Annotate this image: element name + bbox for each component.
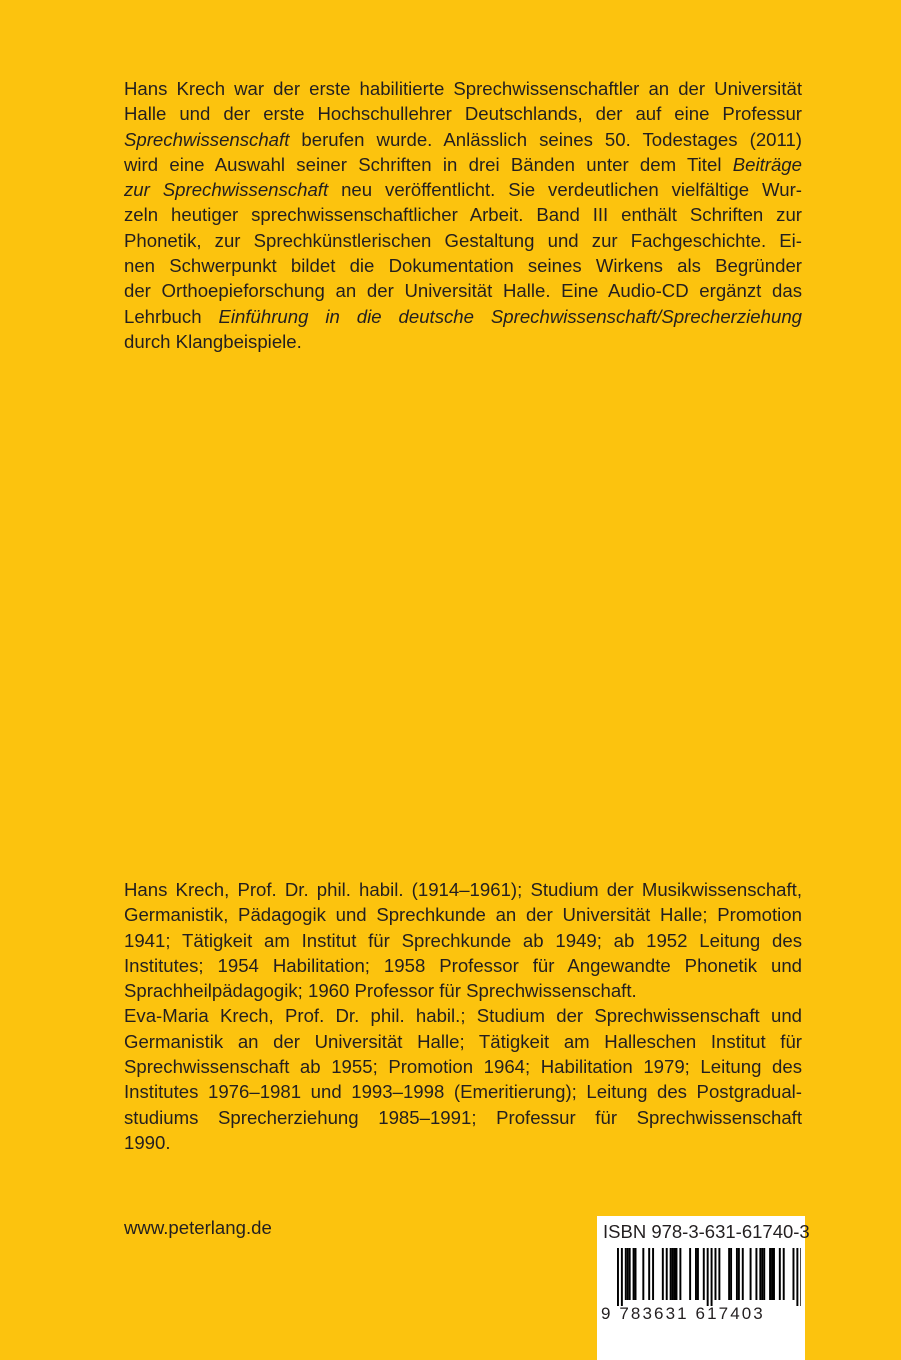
barcode-bar [769,1248,771,1300]
barcode-bar [800,1248,801,1306]
barcode-bar [715,1248,717,1300]
bio-line: Hans Krech, Prof. Dr. phil. habil. (1914–1961); Studium der Musikwissenschaft, [124,879,802,900]
bio-line: 1941; Tätigkeit am Institut für Sprechkunde ab 1949; ab 1952 Leitung des [124,929,802,951]
barcode-bars [601,1248,801,1306]
blurb-line [124,228,802,253]
blurb-italic-title: zur Sprechwissenschaft [124,179,329,201]
barcode-bar [633,1248,635,1300]
blurb-text: Phonetik, zur Sprechkünstlerischen Gestaltung und zur Fachgeschichte. Ei- [124,229,802,251]
barcode-bar [779,1248,781,1300]
barcode-bar [718,1248,720,1300]
barcode-bar [679,1248,681,1300]
barcode-bar [652,1248,654,1300]
barcode-bar [670,1248,672,1300]
blurb-line [124,76,802,101]
barcode-bar [783,1248,785,1300]
blurb-text: durch Klangbeispiele. [124,330,302,352]
barcode-bar [672,1248,674,1300]
blurb-line [124,278,802,303]
barcode-bar [707,1248,709,1306]
blurb-line [124,202,802,227]
blurb-text: Hans Krech war der erste habilitierte Sprechwissenschaftler an der Universität [124,78,802,99]
bio-line: Germanistik, Pädagogik und Sprechkunde an der Universität Halle; Promotion [124,904,802,926]
bio-line: Sprechwissenschaft ab 1955; Promotion 1964; Habilitation 1979; Leitung des [124,1056,802,1078]
barcode-bar [674,1248,676,1300]
blurb-line [124,304,802,329]
blurb-line [124,329,802,354]
bio-line: Eva-Maria Krech, Prof. Dr. phil. habil.; Studium der Sprechwissenschaft und [124,1005,802,1027]
barcode-bar [695,1248,697,1300]
barcode-bar [689,1248,691,1300]
blurb-text: Lehrbuch [124,305,219,327]
barcode-bar [662,1248,664,1300]
bio-line: Sprachheilpädagogik; 1960 Professor für Sprechwissenschaft. [124,980,637,1002]
barcode-bar [771,1248,773,1300]
barcode-bar [711,1248,713,1306]
barcode-bar [796,1248,798,1306]
barcode-bar [793,1248,795,1300]
barcode-bar [773,1248,775,1300]
barcode-bar [703,1248,705,1300]
blurb-line [124,253,802,278]
blurb-text: der Orthoepieforschung an der Universität Halle. Eine Audio-CD ergänzt das [124,280,802,302]
blurb-italic-title: Beiträge [732,153,802,175]
isbn-barcode [597,1216,810,1360]
blurb-line [124,101,802,126]
bio-line: Germanistik an der Universität Halle; Tätigkeit am Halleschen Institut für [124,1030,802,1052]
barcode-bar [763,1248,765,1300]
barcode-bar [617,1248,619,1306]
barcode-bar [629,1248,631,1300]
barcode-digits: 9 783631 617403 [601,1304,765,1323]
bio-line: 1990. [124,1131,171,1153]
barcode-bar [666,1248,668,1300]
barcode-bar [627,1248,629,1300]
barcode-bar [625,1248,627,1300]
bio-line: Institutes 1976–1981 und 1993–1998 (Emeritierung); Leitung des Postgradual- [124,1081,802,1103]
barcode-bar [642,1248,644,1300]
blurb-paragraph [124,76,802,354]
barcode-bar [697,1248,699,1300]
blurb-text: berufen wurde. Anlässlich seines 50. Todestages (2011) [289,128,802,150]
bio-line: studiums Sprecherziehung 1985–1991; Professur für Sprechwissenschaft [124,1106,802,1128]
blurb-text: neu veröffentlicht. Sie verdeutlichen vielfältige Wur- [328,179,802,201]
bio-line: Institutes; 1954 Habilitation; 1958 Professor für Angewandte Phonetik und [124,954,802,976]
blurb-line [124,152,802,177]
barcode-bar [736,1248,738,1300]
barcode-bar [635,1248,637,1300]
barcode-bar [755,1248,757,1300]
blurb-text: Halle und der erste Hochschullehrer Deutschlands, der auf eine Professur [124,103,802,125]
blurb-text: zeln heutiger sprechwissenschaftlicher Arbeit. Band III enthält Schriften zur [124,204,802,226]
blurb-line [124,127,802,152]
barcode-bar [759,1248,761,1300]
blurb-italic-title: Einführung in die deutsche Sprechwissenschaft/Sprecherziehung [218,305,803,327]
barcode-bar [621,1248,623,1306]
barcode-bar [761,1248,763,1300]
barcode-bar [730,1248,732,1300]
blurb-line [124,177,802,202]
blurb-text: nen Schwerpunkt bildet die Dokumentation seines Wirkens als Begründer [124,255,802,277]
isbn-label: ISBN 978-3-631-61740-3 [603,1221,810,1242]
publisher-url[interactable]: www.peterlang.de [124,1217,272,1238]
barcode-bar [750,1248,752,1300]
blurb-text: wird eine Auswahl seiner Schriften in drei Bänden unter dem Titel [124,153,733,175]
barcode-bar [728,1248,730,1300]
barcode-bar [742,1248,744,1300]
blurb-italic-title: Sprechwissenschaft [124,128,290,150]
author-biographies [124,877,802,1155]
barcode-bar [648,1248,650,1300]
barcode-bar [676,1248,678,1300]
barcode-bar [738,1248,740,1300]
